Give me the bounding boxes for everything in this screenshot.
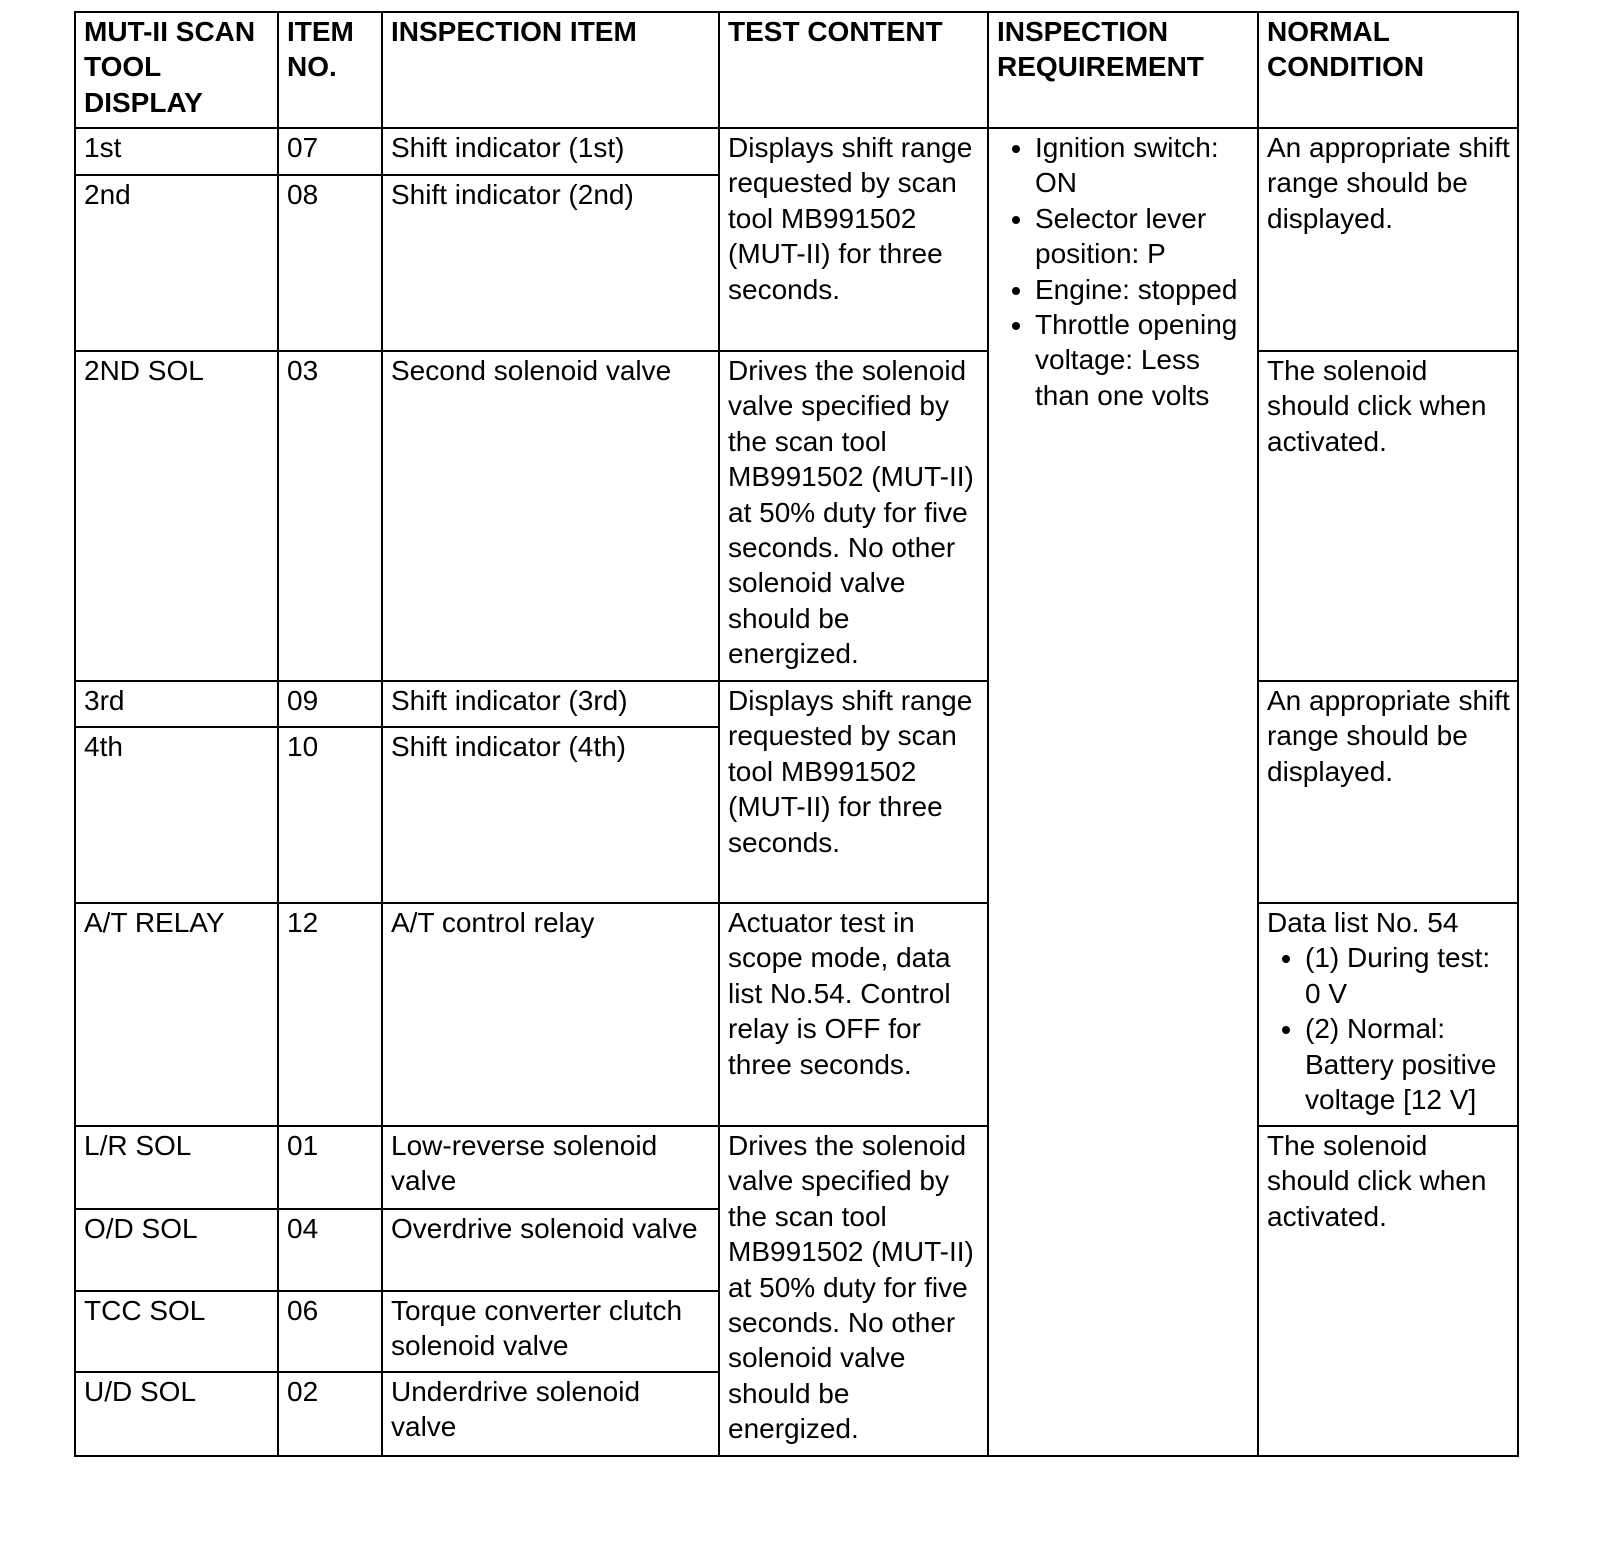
inspection-table [74,11,1519,1457]
test-content-cell: Displays shift range requested by scan tool MB991502 (MUT-II) for three seconds. [719,681,988,903]
item-cell: Shift indicator (1st) [382,128,719,175]
normal-condition-cell: An appropriate shift range should be displayed. [1258,681,1518,903]
item-cell: Second solenoid valve [382,351,719,681]
display-cell: 3rd [75,681,278,727]
item-cell: Shift indicator (2nd) [382,175,719,351]
test-content-cell: Drives the solenoid valve specified by the scan tool MB991502 (MUT-II) at 50% duty for five seconds. No other solenoid valve should be energized. [719,351,988,681]
item-cell: Shift indicator (4th) [382,727,719,903]
header-test-content: TEST CONTENT [719,12,988,128]
display-cell: 4th [75,727,278,903]
display-cell: A/T RELAY [75,903,278,1126]
table-row [75,681,1518,727]
test-content-cell: Drives the solenoid valve specified by the scan tool MB991502 (MUT-II) at 50% duty for five seconds. No other solenoid valve should be energized. [719,1126,988,1456]
display-cell: 2ND SOL [75,351,278,681]
test-content-cell: Displays shift range requested by scan tool MB991502 (MUT-II) for three seconds. [719,128,988,351]
item-no-cell: 02 [278,1372,382,1456]
display-cell: O/D SOL [75,1209,278,1291]
list-item: • Engine: stopped [1035,272,1251,307]
table-row [75,128,1518,175]
list-item: • Selector lever position: P [1035,201,1251,272]
header-item-no: ITEM NO. [278,12,382,128]
item-no-cell: 01 [278,1126,382,1209]
item-no-cell: 04 [278,1209,382,1291]
list-item: • Ignition switch: ON [1035,130,1251,201]
normal-condition-cell: The solenoid should click when activated. [1258,1126,1518,1456]
display-cell: TCC SOL [75,1291,278,1372]
display-cell: U/D SOL [75,1372,278,1456]
display-cell: 2nd [75,175,278,351]
header-row [75,12,1518,128]
relay-title: Data list No. 54 [1267,907,1459,938]
item-cell: Low-reverse solenoid valve [382,1126,719,1209]
header-display: MUT-II SCAN TOOL DISPLAY [75,12,278,128]
header-inspection-item: INSPECTION ITEM [382,12,719,128]
display-cell: L/R SOL [75,1126,278,1209]
item-cell: Torque converter clutch solenoid valve [382,1291,719,1372]
item-cell: Underdrive solenoid valve [382,1372,719,1456]
relay-list [1267,940,1511,1117]
table-row [75,1126,1518,1209]
inspection-requirement-cell [988,128,1258,1456]
header-inspection-requirement: INSPECTION REQUIREMENT [988,12,1258,128]
item-cell: Shift indicator (3rd) [382,681,719,727]
list-item: • (1) During test: 0 V [1305,940,1511,1011]
item-cell: A/T control relay [382,903,719,1126]
test-content-cell: Actuator test in scope mode, data list No.54. Control relay is OFF for three seconds. [719,903,988,1126]
item-no-cell: 12 [278,903,382,1126]
item-cell: Overdrive solenoid valve [382,1209,719,1291]
item-no-cell: 03 [278,351,382,681]
normal-condition-cell: An appropriate shift range should be displayed. [1258,128,1518,351]
item-no-cell: 10 [278,727,382,903]
normal-condition-cell [1258,903,1518,1126]
table-row [75,351,1518,681]
item-no-cell: 07 [278,128,382,175]
item-no-cell: 06 [278,1291,382,1372]
display-cell: 1st [75,128,278,175]
normal-condition-cell: The solenoid should click when activated. [1258,351,1518,681]
list-item: • Throttle opening voltage: Less than one volts [1035,307,1251,413]
item-no-cell: 09 [278,681,382,727]
requirement-list [997,130,1251,413]
header-normal-condition: NORMAL CONDITION [1258,12,1518,128]
list-item: • (2) Normal: Battery positive voltage [12 V] [1305,1011,1511,1117]
item-no-cell: 08 [278,175,382,351]
table-row [75,903,1518,1126]
